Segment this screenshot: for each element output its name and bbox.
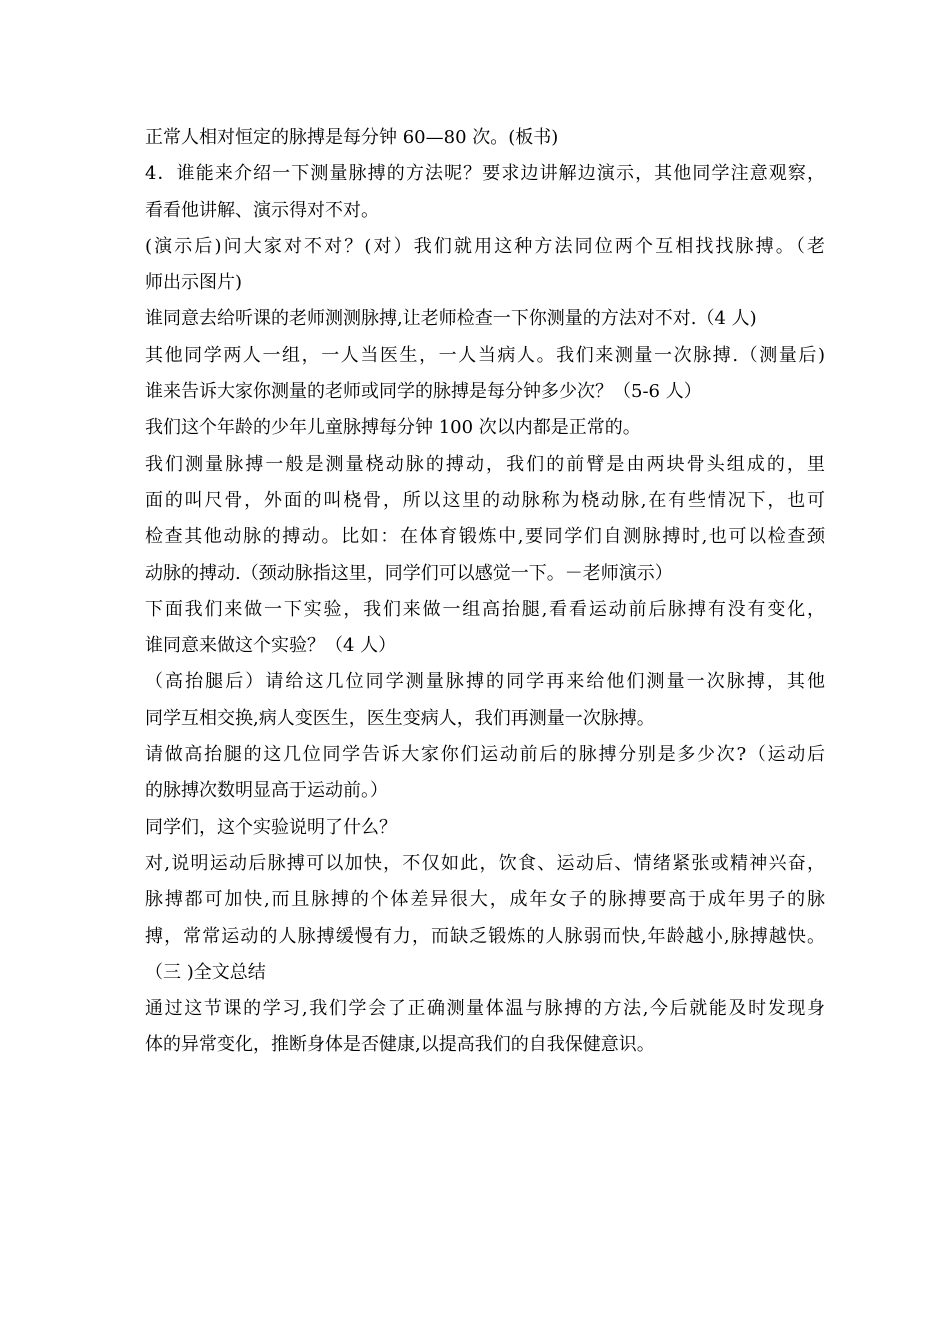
text-line: 脉搏都可加快,而且脉搏的个体差异很大，成年女子的脉搏要高于成年男子的脉 xyxy=(145,889,825,911)
text-line: 正常人相对恒定的脉搏是每分钟 60—80 次。(板书) xyxy=(145,127,559,148)
text-line: 通过这节课的学习,我们学会了正确测量体温与脉搏的方法,今后就能及时发现身 xyxy=(145,998,825,1020)
text-line: 师出示图片) xyxy=(145,272,243,294)
document-body xyxy=(145,120,825,1064)
text-line: 面的叫尺骨，外面的叫桡骨，所以这里的动脉称为桡动脉,在有些情况下，也可 xyxy=(145,489,825,511)
text-line: 我们这个年龄的少年儿童脉搏每分钟 100 次以内都是正常的。 xyxy=(145,417,641,439)
text-line: 看看他讲解、演示得对不对。 xyxy=(145,199,379,221)
section-heading: （三 )全文总结 xyxy=(145,961,266,983)
text-line: (演示后)问大家对不对？(对）我们就用这种方法同位两个互相找找脉搏。（老 xyxy=(145,235,825,257)
text-line: 我们测量脉搏一般是测量桡动脉的搏动，我们的前臂是由两块骨头组成的，里 xyxy=(145,453,825,475)
text-line: 对,说明运动后脉搏可以加快，不仅如此，饮食、运动后、情绪紧张或精神兴奋， xyxy=(145,852,825,874)
text-line: 的脉搏次数明显高于运动前。） xyxy=(145,780,388,802)
text-line: 检查其他动脉的搏动。比如：在体育锻炼中,要同学们自测脉搏时,也可以检查颈 xyxy=(145,526,825,548)
text-line: 搏，常常运动的人脉搏缓慢有力，而缺乏锻炼的人脉弱而快,年龄越小,脉搏越快。 xyxy=(145,925,825,947)
text-line: 谁同意去给听课的老师测测脉搏,让老师检查一下你测量的方法对不对.（4 人) xyxy=(145,308,757,330)
text-line: （高抬腿后）请给这几位同学测量脉搏的同学再来给他们测量一次脉搏，其他 xyxy=(145,671,825,693)
text-line: 同学互相交换,病人变医生，医生变病人，我们再测量一次脉搏。 xyxy=(145,707,655,729)
text-line: 下面我们来做一下实验，我们来做一组高抬腿,看看运动前后脉搏有没有变化， xyxy=(145,598,825,620)
text-line: 请做高抬腿的这几位同学告诉大家你们运动前后的脉搏分别是多少次?（运动后 xyxy=(145,744,825,766)
text-line: 谁同意来做这个实验？（4 人） xyxy=(145,635,397,657)
text-line: 4．谁能来介绍一下测量脉搏的方法呢？要求边讲解边演示，其他同学注意观察， xyxy=(145,163,825,185)
text-line: 体的异常变化，推断身体是否健康,以提高我们的自我保健意识。 xyxy=(145,1034,655,1056)
text-line: 其他同学两人一组，一人当医生，一人当病人。我们来测量一次脉搏.（测量后) xyxy=(145,344,825,366)
text-line: 谁来告诉大家你测量的老师或同学的脉搏是每分钟多少次？（5-6 人） xyxy=(145,381,702,403)
text-line: 同学们，这个实验说明了什么？ xyxy=(145,816,397,838)
text-line: 动脉的搏动.（颈动脉指这里，同学们可以感觉一下。－老师演示） xyxy=(145,562,673,584)
